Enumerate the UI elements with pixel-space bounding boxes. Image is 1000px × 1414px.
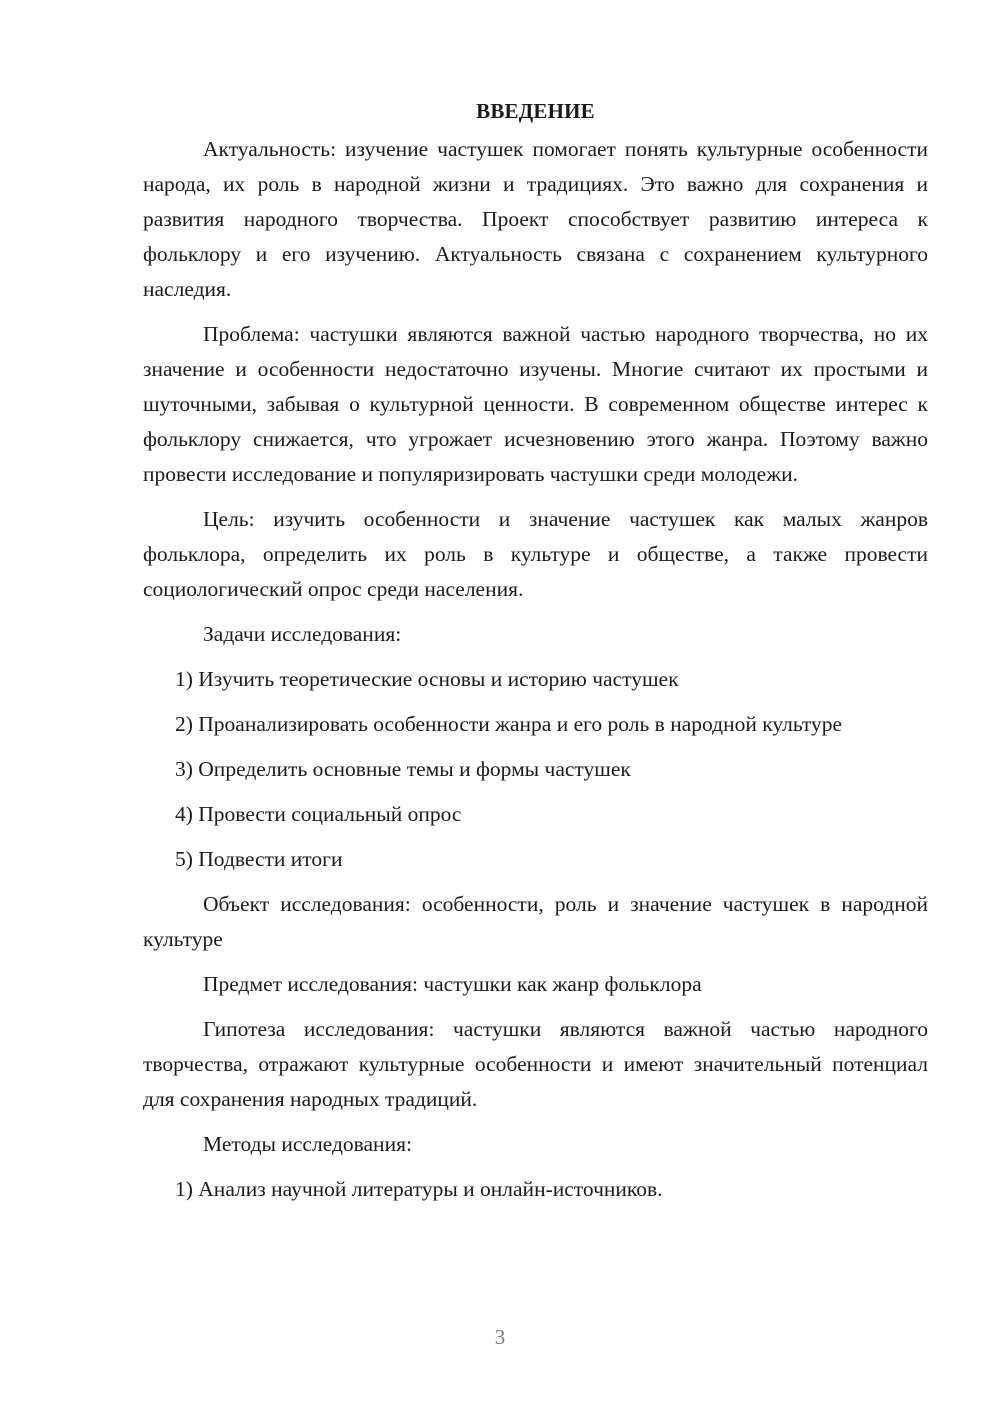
method-item: 1) Анализ научной литературы и онлайн-источников. — [175, 1177, 663, 1201]
relevance-paragraph: Актуальность: изучение частушек помогает понять культурные особенности народа, их роль в народной жизни и традициях. Это важно для сохранения и развития народного творчества. Проект способствует развитию интереса к фольклору и его изучению. Актуальность связана с сохранением культурного наследия. — [143, 137, 928, 301]
task-item: 3) Определить основные темы и формы частушек — [175, 757, 631, 781]
task-item: 1) Изучить теоретические основы и историю частушек — [175, 667, 679, 691]
task-item: 5) Подвести итоги — [175, 847, 343, 871]
methods-heading: Методы исследования: — [203, 1132, 412, 1156]
document-page — [143, 95, 928, 1217]
problem-paragraph: Проблема: частушки являются важной частью народного творчества, но их значение и особенности недостаточно изучены. Многие считают их простыми и шуточными, забывая о культурной ценности. В современном обществе интерес к фольклору снижается, что угрожает исчезновению этого жанра. Поэтому важно провести исследование и популяризировать частушки среди молодежи. — [143, 322, 928, 486]
goal-paragraph: Цель: изучить особенности и значение частушек как малых жанров фольклора, определить их роль в культуре и обществе, а также провести социологический опрос среди населения. — [143, 507, 928, 601]
page-number: 3 — [494, 1325, 506, 1349]
section-heading: ВВЕДЕНИЕ — [476, 99, 595, 123]
hypothesis-paragraph: Гипотеза исследования: частушки являются важной частью народного творчества, отражают культурные особенности и имеют значительный потенциал для сохранения народных традиций. — [143, 1017, 928, 1111]
task-item: 2) Проанализировать особенности жанра и его роль в народной культуре — [175, 712, 843, 736]
subject-paragraph: Предмет исследования: частушки как жанр фольклора — [203, 972, 702, 996]
task-item: 4) Провести социальный опрос — [175, 802, 462, 826]
tasks-heading: Задачи исследования: — [203, 622, 402, 646]
object-paragraph: Объект исследования: особенности, роль и значение частушек в народной культуре — [143, 892, 928, 951]
